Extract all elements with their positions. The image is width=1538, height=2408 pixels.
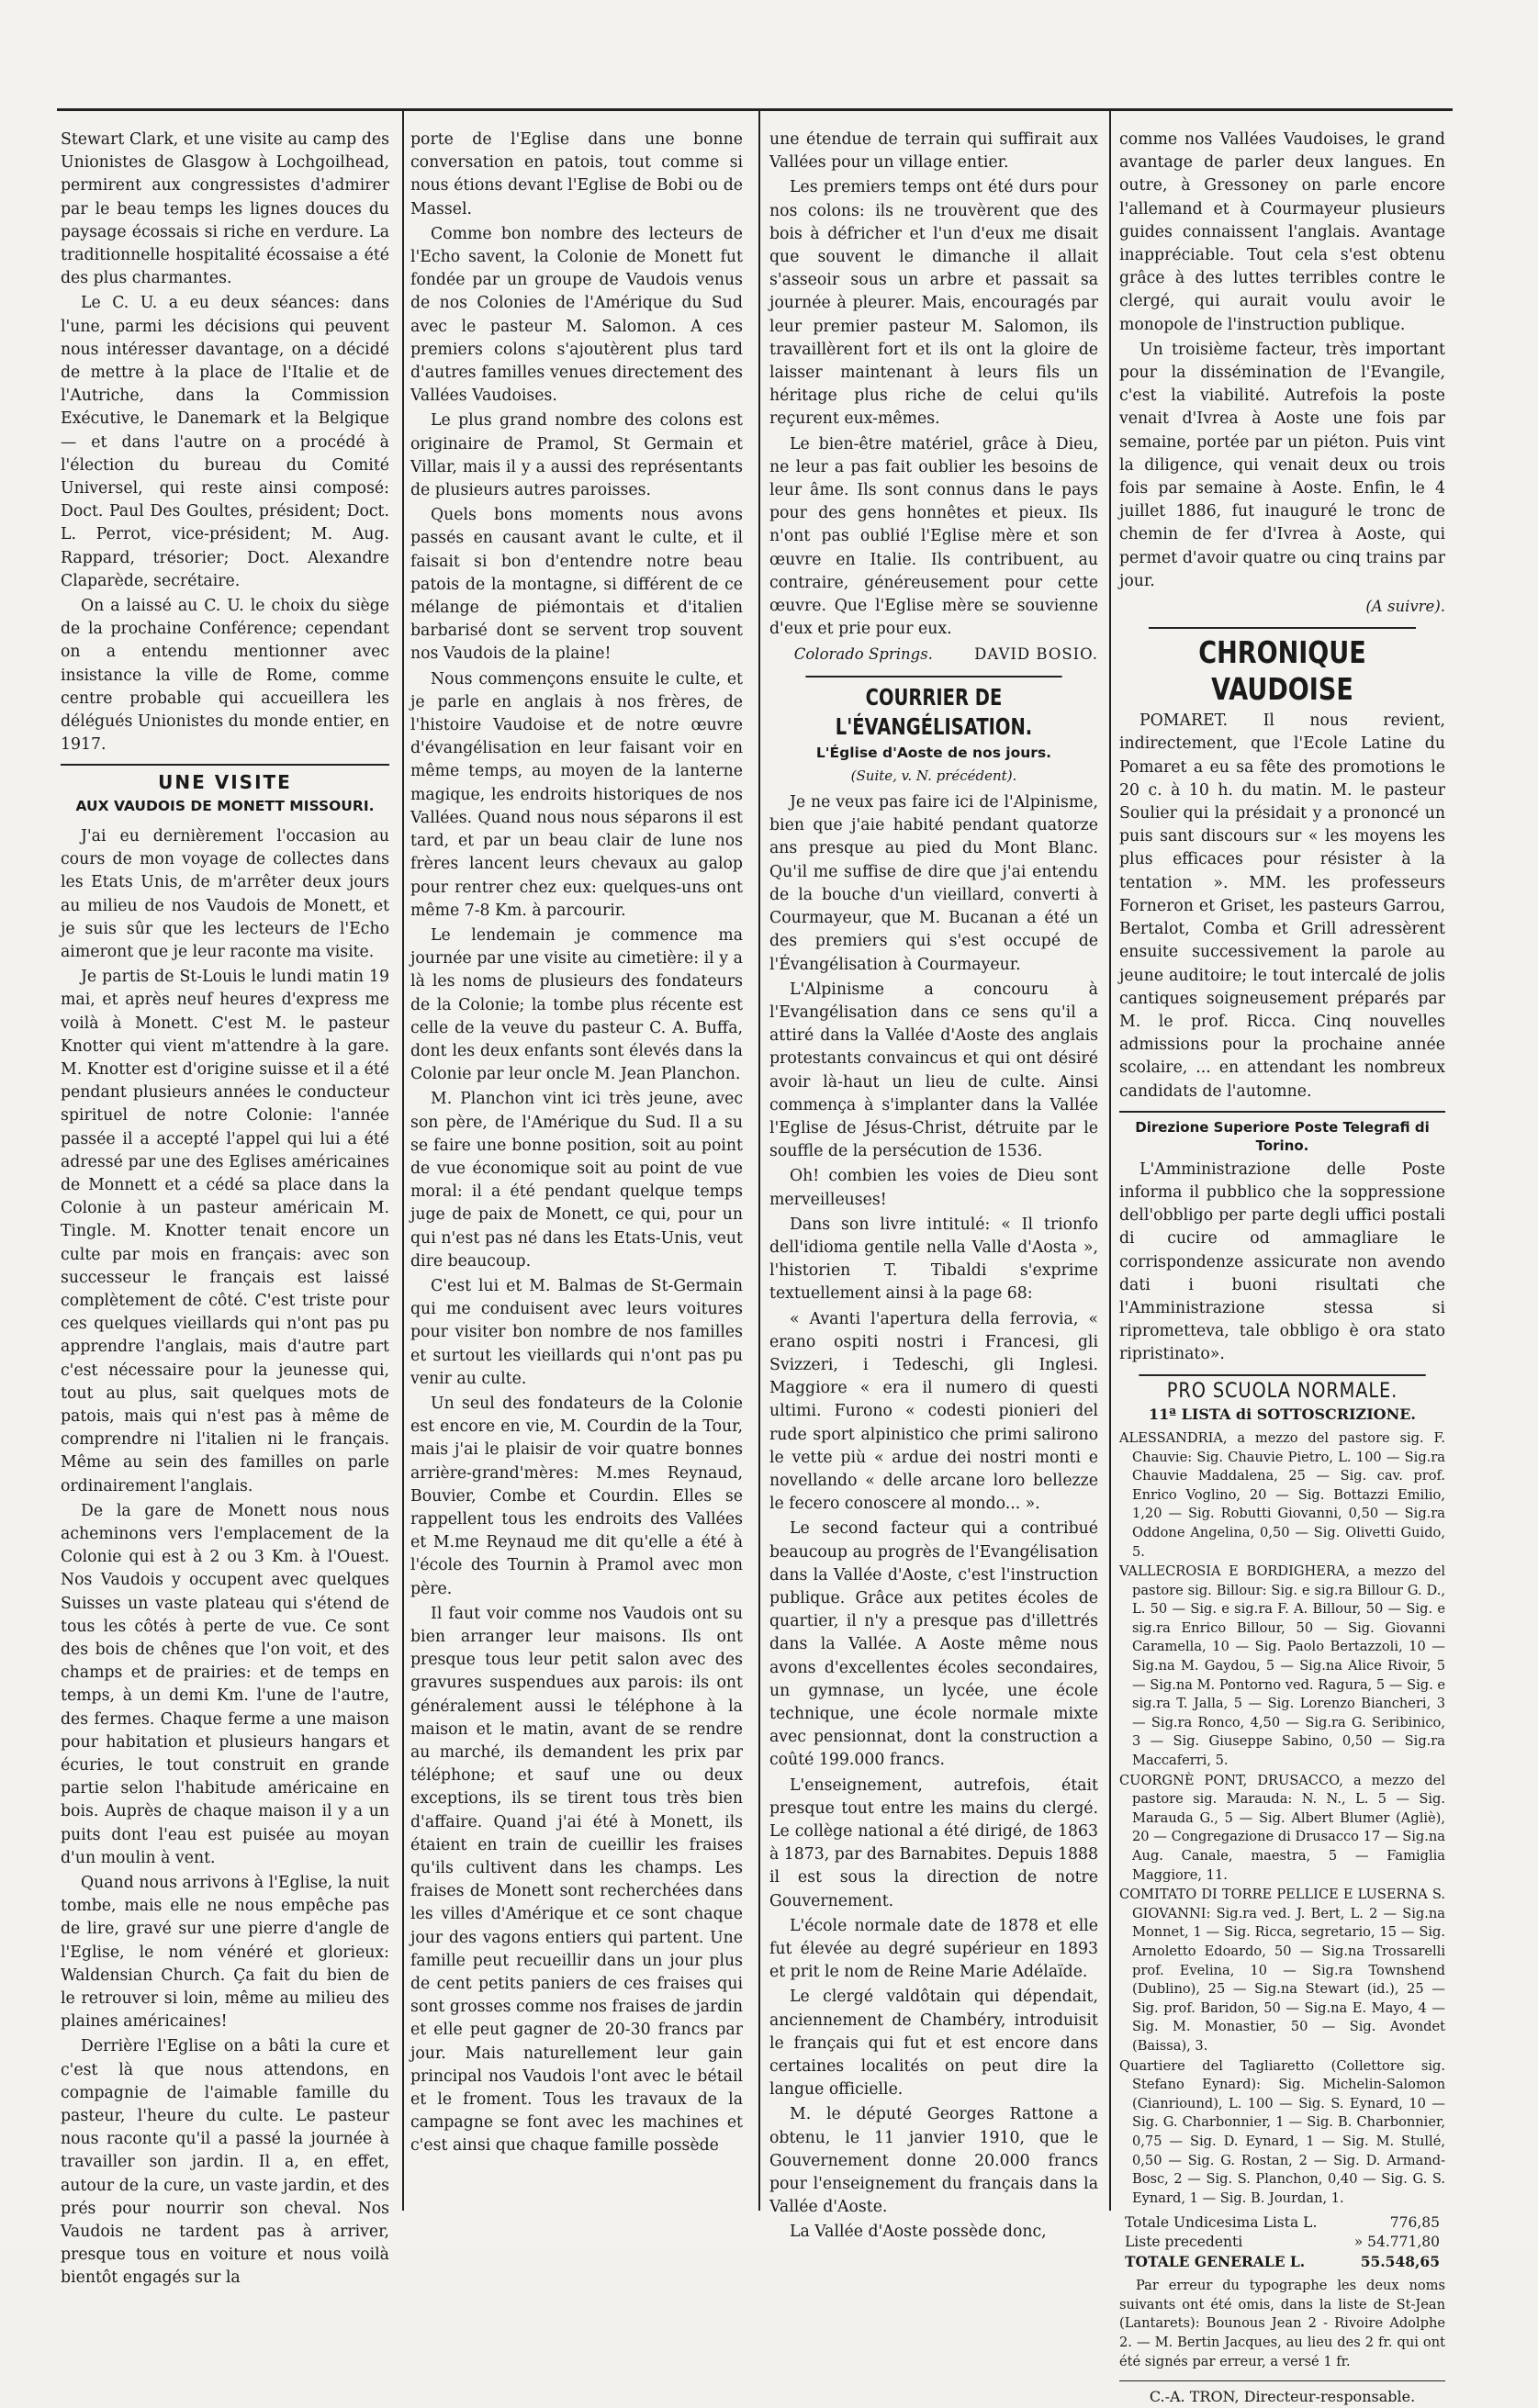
paragraph: L'Alpinisme a concouru à l'Evangélisation dans ce sens qu'il a attiré dans la Vallée d'Aoste des anglais protestants convaincus et qui ont désiré avoir là-haut un lieu de culte. Ainsi commença à s'implanter dans la Vallée l'Eglise de Jésus-Christ, détruite par le souffle de la persécution de 1536.: [769, 980, 1098, 1161]
notice-title: Direzione Superiore Poste Telegrafi di Torino.: [1119, 1111, 1445, 1155]
paragraph: Derrière l'Eglise on a bâti la cure et c'est là que nous attendons, en compagnie de l'aimable famille du pasteur, l'heure du culte. Le pasteur nous raconte qu'il a passé la journée à travailler son jardin. Il a, en effet, autour de la cure, un vaste jardin, et des prés pour nourrir son cheval. Nos Vaudois ne tardent pas à arriver, presque tous en voiture et nous voilà bientôt engagés sur la: [61, 2037, 389, 2288]
paragraph: Le C. U. a eu deux séances: dans l'une, parmi les décisions qui peuvent nous intéresser davantage, on a décidé de mettre à la place de l'Italie et de l'Autriche, dans la Commission Exécutive, le Danemark et la Belgique — et dans l'autre on a procédé à l'élection du bureau du Comité Universel, qui reste ainsi composé: Doct. Paul Des Goultes, président; Doct. L. Perrot, vice-président; M. Aug. Rappard, trésorier; Doct. Alexandre Claparède, secrétaire.: [61, 294, 389, 590]
continuation-note: (Suite, v. N. précédent).: [850, 767, 1017, 784]
column-3: [769, 129, 1098, 2242]
total-label: Liste precedenti: [1125, 2234, 1243, 2251]
column-rule: [758, 108, 760, 2211]
donor-group: VALLECROSIA E BORDIGHERA, a mezzo del pastore sig. Billour: Sig. e sig.ra Billour G. D., L. 50 — Sig. e sig.ra F. A. Billour, 50 — Sig. e sig.ra Enrico Billour, 50 — Sig. Giovanni Caramella, 10 — Sig. Paolo Bertazzoli, 10 — Sig.na M. Gaydou, 5 — Sig.na Alice Rivoir, 5 — Sig.na M. Pontorno ved. Ragura, 5 — Sig. e sig.ra T. Jalla, 5 — Sig. Lorenzo Biancheri, 3 — Sig.ra Ronco, 4,50 — Sig.ra G. Seribinico, 3 — Sig. Giuseppe Sabino, 0,50 — Sig.ra Maccaferri, 5.: [1119, 1563, 1446, 1769]
paragraph: porte de l'Eglise dans une bonne conversation en patois, tout comme si nous étions devant l'Eglise de Bobi ou de Massel.: [410, 130, 743, 218]
paragraph: Le lendemain je commence ma journée par une visite au cimetière: il y a là les noms de plusieurs des fondateurs de la Colonie; la tombe plus récente est celle de la veuve du pasteur C. A. Buffa, dont les deux enfants sont élevés dans la Colonie par leur oncle M. Jean Planchon.: [410, 925, 743, 1084]
paragraph: une étendue de terrain qui suffirait aux Vallées pour un village entier.: [769, 130, 1098, 173]
signature-place: Colorado Springs.: [793, 645, 933, 664]
column-4: [1119, 129, 1446, 2406]
paragraph: Les premiers temps ont été durs pour nos colons: ils ne trouvèrent que des bois à défricher et l'un d'eux me disait que souvent le dimanche il allait s'asseoir sous un arbre et passait sa journée à pleurer. Mais, encouragés par leur premier pasteur M. Salomon, ils travaillèrent fort et ils ont la gloire de laisser maintenant à leurs fils un héritage plus riche de celui qu'ils reçurent eux-mêmes.: [769, 178, 1098, 429]
donor-group: Quartiere del Tagliaretto (Collettore sig. Stefano Eynard): Sig. Michelin-Salomon (Cianriound), L. 100 — Sig. S. Eynard, 10 — Sig. G. Charbonnier, 1 — Sig. B. Charbonnier, 0,75 — Sig. D. Eynard, 1 — Sig. M. Stullé, 0,50 — Sig. G. Rostan, 2 — Sig. D. Armand-Bosc, 2 — Sig. S. Planchon, 0,40 — Sig. G. S. Eynard, 1 — Sig. B. Jourdan, 1.: [1119, 2057, 1445, 2206]
paragraph: Stewart Clark, et une visite au camp des Unionistes de Glasgow à Lochgoilhead, permirent aux congressistes d'admirer par le beau temps les lignes douces du paysage écossais si riche en verdure. La traditionnelle hospitalité écossaise a été des plus charmantes.: [61, 130, 389, 288]
paragraph: Oh! combien les voies de Dieu sont merveilleuses!: [769, 1167, 1098, 1209]
paragraph: Le plus grand nombre des colons est originaire de Pramol, St Germain et Villar, mais il y a aussi des représentants de plusieurs autres paroisses.: [410, 411, 743, 500]
paragraph: comme nos Vallées Vaudoises, le grand avantage de parler deux langues. En outre, à Gressoney on parle encore l'allemand et à Courmayeur plusieurs guides connaissent l'anglais. Avantage inappréciable. Tout cela s'est obtenu grâce à des luttes terribles contre le clergé, qui aurait voulu avoir le monopole de l'instruction publique.: [1119, 130, 1445, 334]
erratum: Par erreur du typographe les deux noms suivants ont été omis, dans la liste de St-Jean (Lantarets): Bounous Jean 2 - Rivoire Adolphe 2. — M. Bertin Jacques, au lieu des 2 fr. qui ont été signés par erreur, a versé 1 fr.: [1119, 2278, 1445, 2369]
chronicle-title: CHRONIQUE VAUDOISE: [1149, 627, 1416, 708]
quotation: « Avanti l'apertura della ferrovia, « erano ospiti nostri i Francesi, gli Svizzeri, i Tedeschi, gli Inglesi. Maggiore « era il numero di questi ultimi. Furono « codesti pionieri del rude sport alpinistico che primi salirono le vette più « ardue dei nostri monti e novellando « delle arcane loro bellezze le fecero conoscere al mondo... ».: [769, 1309, 1098, 1514]
donor-group: COMITATO DI TORRE PELLICE E LUSERNA S. GIOVANNI: Sig.ra ved. J. Bert, L. 2 — Sig.na Monnet, 1 — Sig. Ricca, segretario, 15 — Sig. Arnoletto Edoardo, 50 — Sig.na Trossarelli prof. Evelina, 10 — Sig.ra Townshend (Dublino), 25 — Sig.na Stewart (id.), 25 — Sig. prof. Baridon, 50 — Sig.na E. Mayo, 4 — Sig. M. Monastier, 50 — Sig. Avondet (Baissa), 3.: [1119, 1887, 1445, 2054]
to-be-continued: (A suivre).: [1365, 598, 1445, 616]
paragraph: Nous commençons ensuite le culte, et je parle en anglais à nos frères, de l'histoire Vaudoise et de notre œuvre d'évangélisation en leur faisant voir en même temps, au moyen de la lanterne magique, les endroits historiques de nos Vallées. Quand nous nous séparons il est tard, et par un beau clair de lune nos frères lancent leurs chevaux au galop pour rentrer chez eux: quelques-uns ont même 7-8 Km. à parcourir.: [410, 669, 743, 920]
subscription-title: PRO SCUOLA NORMALE.: [1139, 1374, 1425, 1403]
section-title: UNE VISITE: [61, 764, 389, 794]
column-rule: [402, 108, 404, 2211]
editor-signature: C.-A. TRON, Directeur-responsable.: [1119, 2380, 1445, 2408]
paragraph: Je partis de St-Louis le lundi matin 19 mai, et après neuf heures d'express me voilà à Monett. C'est M. le pasteur Knotter qui vient m'attendre à la gare. M. Knotter est d'origine suisse et il a été pendant plusieurs années le conducteur spirituel de notre Colonie: l'année passée il a accepté l'appel qui lui a été adressé par une des Eglises américaines de Monnett et a cédé sa place dans la Colonie à un pasteur américain M. Tingle. M. Knotter tenait encore un culte par mois en français: avec son successeur le français est laissé complètement de côté. C'est triste pour ces quelques vieillards qui n'ont pas pu apprendre l'anglais, mais d'autre part c'est nécessaire pour la jeunesse qui, tout au plus, sait quelques mots de patois, mais qui n'est pas à même de comprendre ni l'italien ni le français. Même au sein des familles on parle ordinairement l'anglais.: [61, 968, 389, 1495]
paragraph: La Vallée d'Aoste possède donc,: [790, 2223, 1047, 2242]
total-row: [1119, 2213, 1445, 2233]
top-rule: [57, 108, 1453, 111]
column-1: [61, 129, 389, 2288]
paragraph: L'école normale date de 1878 et elle fut élevée au degré supérieur en 1893 et prit le nom de Reine Marie Adélaïde.: [769, 1916, 1098, 1982]
total-label: Totale Undicesima Lista L.: [1125, 2214, 1318, 2232]
paragraph: L'Amministrazione delle Poste informa il pubblico che la soppressione dell'obbligo per parte degli uffici postali di cucire od ammagliare le corrispondenze assicurate non avendo dati i buoni risultati che l'Amministrazione stessa si riprometteva, tale obbligo è ora stato ripristinato».: [1119, 1159, 1445, 1364]
section-subtitle: L'Église d'Aoste de nos jours.: [815, 744, 1052, 761]
paragraph: Quels bons moments nous avons passés en causant avant le culte, et il faisait si bon d'entendre notre beau patois de la montagne, si différent de ce mélange de piémontais et d'italien barbarisé dont se servent trop souvent nos Vaudois de la plaine!: [410, 506, 743, 664]
column-2: [410, 129, 743, 2199]
paragraph: M. Planchon vint ici très jeune, avec son père, de l'Amérique du Sud. Il a su se faire une bonne position, soit au point de vue économique soit au point de vue moral: il a été pendant quelque temps juge de paix de Monett, ce qui, pour un qui n'est pas né dans les Etats-Unis, veut dire beaucoup.: [410, 1090, 743, 1271]
paragraph: On a laissé au C. U. le choix du siège de la prochaine Conférence; cependant on a entendu mentionner avec insistance la ville de Rome, comme centre probable qui accueillera les délégués Unionistes du monde entier, en 1917.: [61, 597, 389, 755]
paragraph: Comme bon nombre des lecteurs de l'Echo savent, la Colonie de Monett fut fondée par un groupe de Vaudois venus de nos Colonies de l'Amérique du Sud avec le pasteur M. Salomon. A ces premiers colons s'ajoutèrent plus tard d'autres familles venues directement des Vallées Vaudoises.: [410, 224, 743, 406]
paragraph: C'est lui et M. Balmas de St-Germain qui me conduisent avec leurs voitures pour visiter bon nombre de nos familles et surtout les vieillards qui n'ont pas pu venir au culte.: [410, 1276, 743, 1388]
paragraph: Un troisième facteur, très important pour la dissémination de l'Evangile, c'est la viabilité. Autrefois la poste venait d'Ivrea à Aoste une fois par semaine, portée par un piéton. Puis vint la diligence, qui venait deux ou trois fois par semaine à Aoste. Enfin, le 4 juillet 1886, fut inauguré le tronc de chemin de fer d'Ivrea à Aoste, qui permet d'avoir quatre ou cinq trains par jour.: [1119, 340, 1445, 590]
total-label: TOTALE GENERALE L.: [1125, 2253, 1306, 2271]
total-value: 776,85: [1389, 2214, 1440, 2232]
column-rule: [1109, 108, 1111, 2211]
paragraph: Le second facteur qui a contribué beaucoup au progrès de l'Evangélisation dans la Vallée d'Aoste, c'est l'instruction publique. Grâce aux petites écoles de quartier, il n'y a presque pas d'illettrés dans la Vallée. A Aoste même nous avons d'excellentes écoles secondaires, un gymnase, un lycée, une école technique, une école normale mixte avec pensionnat, dont la construction a coûté 199.000 francs.: [769, 1519, 1098, 1770]
donor-group: ALESSANDRIA, a mezzo del pastore sig. F. Chauvie: Sig. Chauvie Pietro, L. 100 — Sig.ra Chauvie Maddalena, 25 — Sig. cav. prof. Enrico Voglino, 20 — Sig. Bottazzi Emilio, 1,20 — Sig. Robutti Giovanni, 0,50 — Sig.ra Oddone Angelina, 0,50 — Sig. Olivetti Guido, 5.: [1119, 1429, 1445, 1560]
paragraph: Un seul des fondateurs de la Colonie est encore en vie, M. Courdin de la Tour, mais j'ai le plaisir de voir quatre bonnes arrière-grand'mères: M.mes Reynaud, Bouvier, Combe et Courdin. Elles se rappellent tous les endroits des Vallées et M.me Reynaud me dit qu'elle a été à l'école des Tournin à Pramol avec mon père.: [410, 1394, 743, 1598]
paragraph: Il faut voir comme nos Vaudois ont su bien arranger leur maisons. Ils ont presque tous leur petit salon avec des gravures suspendues aux parois: ils ont généralement aussi le téléphone à la maison et le matin, avant de se rendre au marché, ils demandent les prix par téléphone; et sauf une ou deux exceptions, ils se tirent tous très bien d'affaire. Quand j'ai été à Monett, ils étaient en train de cueillir les fraises qu'ils cultivent dans les champs. Les fraises de Monett sont recherchées dans les villes d'Amérique et ce sont chaque jour des vagons entiers qui partent. Une famille peut recueillir dans un jour plus de cent petits paniers de ces fraises qui sont grosses comme nos fraises de jardin et elle peut gagner de 20-30 francs par jour. Mais naturellement leur gain principal nos Vaudois l'ont avec le bétail et le froment. Tous les travaux de la campagne se font avec les machines et c'est ainsi que chaque famille possède: [410, 1604, 743, 2156]
totals: [1119, 2213, 1445, 2271]
paragraph: Le clergé valdôtain qui dépendait, anciennement de Chambéry, introduisit le français qui fut et est encore dans certaines localités on peut dire la langue officielle.: [769, 1988, 1098, 2100]
paragraph: POMARET. Il nous revient, indirectement, que l'Ecole Latine du Pomaret a eu sa fête des promotions le 20 c. à 10 h. du matin. M. le pasteur Soulier qui la présidait y a prononcé un puis sant discours sur « les moyens les plus efficaces pour résister à la tentation ». MM. les professeurs Forneron et Griset, les pasteurs Garrou, Bertalot, Comba et Grill adressèrent ensuite successivement la parole au jeune auditoire; le tout intercalé de jolis cantiques soigneusement préparés par M. le prof. Ricca. Cinq nouvelles admissions pour la prochaine année scolaire, ... en attendant les nombreux candidats de l'automne.: [1119, 711, 1445, 1101]
article-signature: [769, 643, 1098, 666]
section-subtitle: AUX VAUDOIS DE MONETT MISSOURI.: [75, 797, 375, 814]
paragraph: Quand nous arrivons à l'Eglise, la nuit tombe, mais elle ne nous empêche pas de lire, gravé sur une pierre d'angle de l'Eglise, le nom vénéré et glorieux: Waldensian Church. Ça fait du bien de le retrouver si loin, même au milieu des plaines américaines!: [61, 1874, 389, 2032]
paragraph: Dans son livre intitulé: « Il trionfo dell'idioma gentile nella Valle d'Aosta », l'historien T. Tibaldi s'exprime textuellement ainsi à la page 68:: [769, 1215, 1098, 1304]
section-title: COURRIER DE L'ÉVANGÉLISATION.: [805, 676, 1061, 742]
subscription-subtitle: 11ª LISTA di SOTTOSCRIZIONE.: [1149, 1405, 1416, 1423]
donor-group: CUORGNÈ PONT, DRUSACCO, a mezzo del pastore sig. Marauda: N. N., L. 5 — Sig. Marauda G., 5 — Sig. Albert Blumer (Agliè), 20 — Congregazione di Drusacco 17 — Sig.na Aug. Canale, maestra, 5 — Famiglia Maggiore, 11.: [1119, 1772, 1445, 1883]
paragraph: Je ne veux pas faire ici de l'Alpinisme, bien que j'aie habité pendant quatorze ans presque au pied du Mont Blanc. Qu'il me suffise de dire que j'ai entendu de la bouche d'un vieillard, converti à Courmayeur, que M. Bucanan a été un des premiers qui s'est occupé de l'Évangélisation à Courmayeur.: [769, 793, 1098, 974]
grand-total-row: [1119, 2252, 1445, 2271]
paragraph: Le bien-être matériel, grâce à Dieu, ne leur a pas fait oublier les besoins de leur âme. Ils sont connus dans le pays pour des gens honnêtes et pieux. Ils n'ont pas oublié l'Eglise mère et son œuvre en Italie. Ils contribuent, au contraire, généreusement pour cette œuvre. Que l'Eglise mère se souvienne d'eux et prie pour eux.: [769, 434, 1098, 639]
donor-list: [1119, 1429, 1445, 2208]
total-row: [1119, 2233, 1445, 2252]
paragraph: L'enseignement, autrefois, était presque tout entre les mains du clergé. Le collège national a été dirigé, de 1863 à 1873, par des Barnabites. Depuis 1888 il est sous la direction de notre Gouvernement.: [769, 1775, 1098, 1910]
signature-name: DAVID BOSIO.: [974, 645, 1098, 664]
paragraph: J'ai eu dernièrement l'occasion au cours de mon voyage de collectes dans les Etats Unis, de m'arrêter deux jours au milieu de nos Vaudois de Monett, et je suis sûr que les lecteurs de l'Echo aimeront que je leur raconte ma visite.: [61, 826, 389, 961]
total-value: » 54.771,80: [1353, 2234, 1440, 2251]
total-value: 55.548,65: [1360, 2253, 1440, 2271]
paragraph: M. le député Georges Rattone a obtenu, le 11 janvier 1910, que le Gouvernement donne 20.000 francs pour l'enseignement du français dans la Vallée d'Aoste.: [769, 2105, 1098, 2217]
paragraph: De la gare de Monett nous nous acheminons vers l'emplacement de la Colonie qui est à 2 ou 3 Km. à l'Ouest. Nos Vaudois y occupent avec quelques Suisses un vaste plateau qui s'étend de tous les côtés à perte de vue. Ce sont des bois de chênes que l'on voit, et des champs et de prairies: et de temps en temps, à un demi Km. l'une de l'autre, des fermes. Chaque ferme a une maison pour habitation et plusieurs hangars et écuries, le tout construit en grande partie selon l'habitude américaine en bois. Auprès de chaque maison il y a un puits dont l'eau est puisée au moyan d'un moulin à vent.: [61, 1501, 389, 1867]
